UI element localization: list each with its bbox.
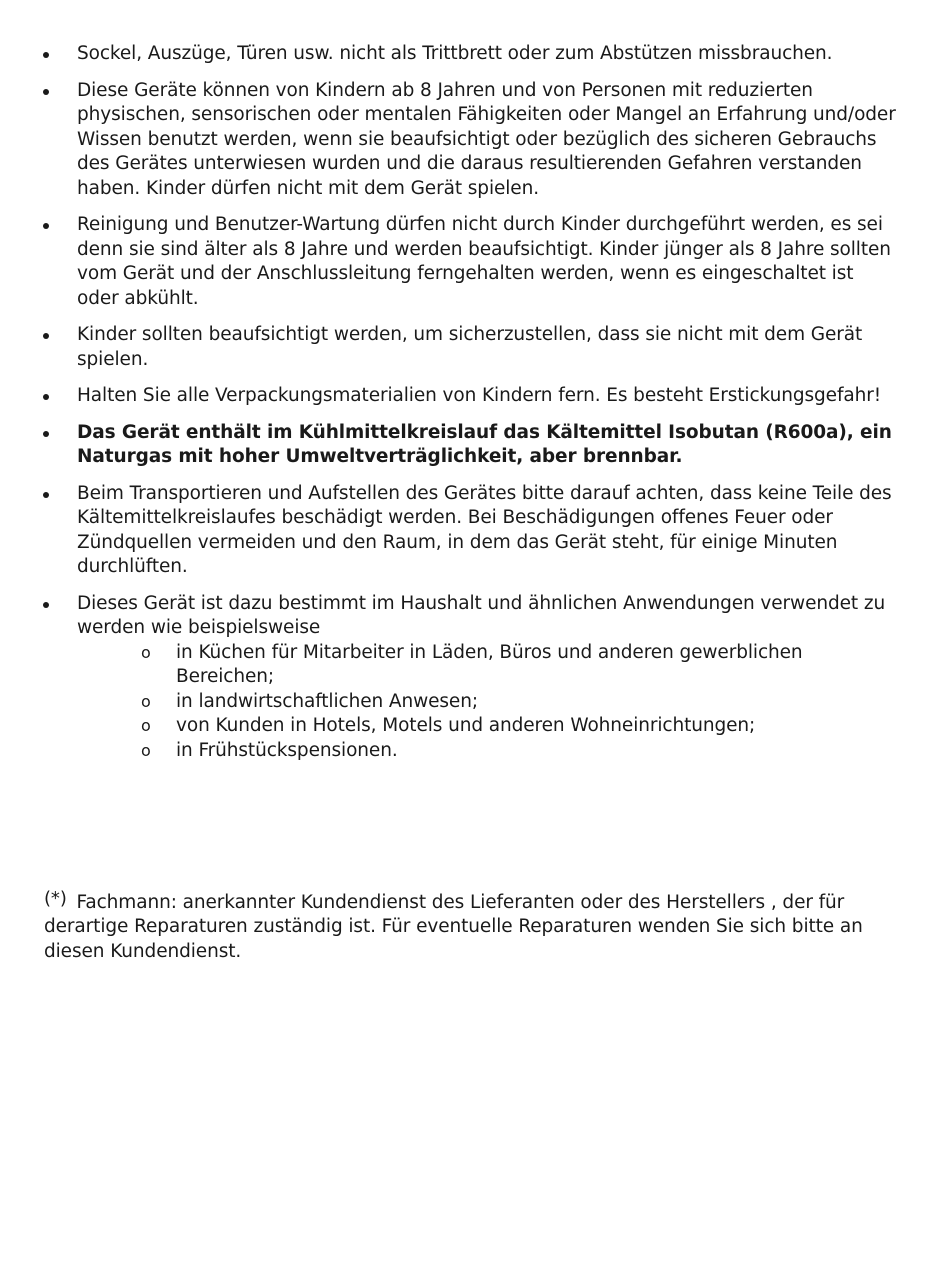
circle-bullet-icon: o (141, 716, 151, 735)
bullet-icon (43, 602, 49, 608)
bullet-icon (43, 431, 49, 437)
list-item (40, 384, 900, 409)
sub-list-item-text: in Küchen für Mitarbeiter in Läden, Büros und anderen gewerblichen Bereichen; (176, 641, 803, 687)
bullet-icon (43, 394, 49, 400)
bullet-icon (43, 89, 49, 95)
list-item-text: Diese Geräte können von Kindern ab 8 Jahren und von Personen mit reduzierten physischen, sensorischen oder mentalen Fähigkeiten oder Mangel an Erfahrung und/oder Wissen benutzt werden, wenn sie beaufsichtigt oder bezüglich des sicheren Gebrauchs des Gerätes unterwiesen wurden und die daraus resultierenden Gefahren verstanden haben. Kinder dürfen nicht mit dem Gerät spielen. (77, 79, 896, 199)
list-item-text: Halten Sie alle Verpackungsmaterialien von Kindern fern. Es besteht Erstickungsgefahr! (77, 385, 882, 406)
circle-bullet-icon: o (141, 691, 151, 711)
sub-list-item (77, 690, 900, 715)
sub-list-item-text: in landwirtschaftlichen Anwesen; (176, 690, 478, 712)
list-item-text: Beim Transportieren und Aufstellen des Gerätes bitte darauf achten, dass keine Teile des Kältemittelkreislaufes beschädigt werden. Bei Beschädigungen offenes Feuer oder Zündquellen vermeiden und den Raum, in dem das Gerät steht, für einige Minuten durchlüften. (77, 482, 892, 577)
bullet-icon (43, 333, 49, 339)
refrigerant-warning-item (40, 421, 900, 470)
bullet-icon (43, 223, 49, 229)
safety-instructions-list (40, 42, 900, 775)
list-item-text: Reinigung und Benutzer-Wartung dürfen nicht durch Kinder durchgeführt werden, es sei denn sie sind älter als 8 Jahre und werden beaufsichtigt. Kinder jünger als 8 Jahre sollten vom Gerät und der Anschlussleitung ferngehalten werden, wenn es eingeschaltet ist oder abkühlt. (77, 214, 891, 309)
list-item-text: Das Gerät enthält im Kühlmittelkreislauf das Kältemittel Isobutan (R600a), ein Naturgas mit hoher Umweltverträglichkeit, aber brennbar. (77, 421, 892, 467)
bullet-icon (43, 492, 49, 498)
list-item (40, 592, 900, 764)
footnote (44, 887, 904, 965)
list-item-text: Kinder sollten beaufsichtigt werden, um sicherzustellen, dass sie nicht mit dem Gerät spielen. (77, 324, 863, 370)
sub-list-item (77, 714, 900, 739)
circle-bullet-icon: o (141, 740, 151, 760)
list-item (40, 323, 900, 372)
sub-list-item-text: in Frühstückspensionen. (176, 739, 398, 761)
bullet-icon (43, 52, 49, 58)
list-item-text: Dieses Gerät ist dazu bestimmt im Haushalt und ähnlichen Anwendungen verwendet zu werden wie beispielsweise (77, 592, 886, 638)
list-item (40, 482, 900, 580)
sub-list-item (77, 641, 900, 690)
usage-examples-list (77, 641, 900, 764)
list-item-text: Sockel, Auszüge, Türen usw. nicht als Trittbrett oder zum Abstützen missbrauchen. (77, 43, 833, 64)
list-item (40, 42, 900, 67)
footnote-mark: (*) (44, 887, 67, 909)
list-item (40, 213, 900, 311)
circle-bullet-icon: o (141, 642, 151, 662)
list-item (40, 79, 900, 202)
sub-list-item-text: von Kunden in Hotels, Motels und anderen Wohneinrichtungen; (176, 715, 756, 736)
sub-list-item (77, 739, 900, 764)
footnote-text: Fachmann: anerkannter Kundendienst des Lieferanten oder des Herstellers , der für derartige Reparaturen zuständig ist. Für eventuelle Reparaturen wenden Sie sich bitte an diesen Kundendienst. (44, 891, 863, 962)
